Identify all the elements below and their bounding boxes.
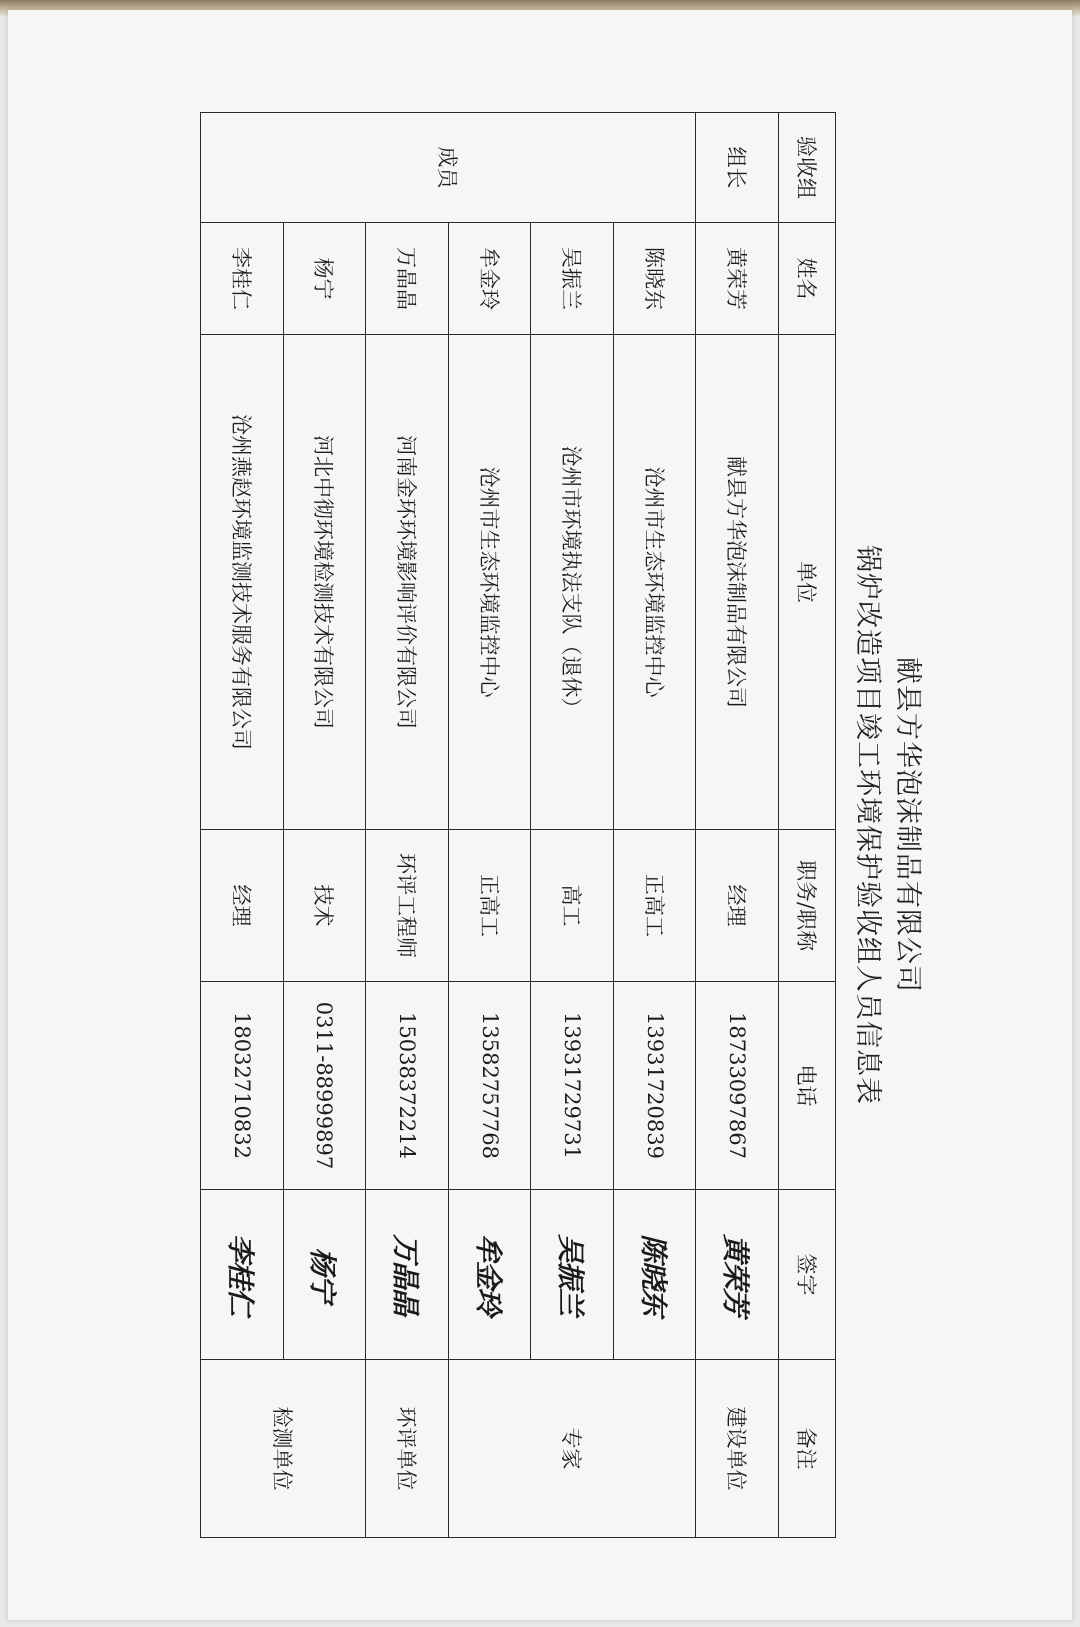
group-member-cell: 成员 bbox=[201, 113, 696, 223]
table-row bbox=[283, 113, 366, 1538]
unit-cell: 河南金环环境影响评价有限公司 bbox=[366, 335, 449, 830]
phone-cell: 18032710832 bbox=[201, 982, 284, 1190]
paper-sheet bbox=[8, 10, 1072, 1620]
phone-cell: 13931720839 bbox=[613, 982, 696, 1190]
unit-cell: 河北中彻环境检测技术有限公司 bbox=[283, 335, 366, 830]
table-header-row bbox=[779, 113, 836, 1538]
title-cell: 经理 bbox=[201, 830, 284, 982]
table-row bbox=[696, 113, 779, 1538]
company-title: 献县方华泡沫制品有限公司 bbox=[892, 657, 923, 993]
header-group: 验收组 bbox=[779, 113, 836, 223]
unit-cell: 献县方华泡沫制品有限公司 bbox=[696, 335, 779, 830]
table-row bbox=[613, 113, 696, 1538]
title-cell: 环评工程师 bbox=[366, 830, 449, 982]
note-cell: 检测单位 bbox=[201, 1360, 366, 1538]
note-cell: 环评单位 bbox=[366, 1360, 449, 1538]
header-note: 备注 bbox=[779, 1360, 836, 1538]
header-name: 姓名 bbox=[779, 223, 836, 335]
header-phone: 电话 bbox=[779, 982, 836, 1190]
table-row bbox=[531, 113, 614, 1538]
signature-cell: 牟金玲 bbox=[448, 1190, 531, 1360]
name-cell: 牟金玲 bbox=[448, 223, 531, 335]
title-cell: 正高工 bbox=[448, 830, 531, 982]
header-signature: 签字 bbox=[779, 1190, 836, 1360]
phone-cell: 13582757768 bbox=[448, 982, 531, 1190]
signature-cell: 万晶晶 bbox=[366, 1190, 449, 1360]
unit-cell: 沧州市生态环境监控中心 bbox=[613, 335, 696, 830]
acceptance-team-table bbox=[200, 112, 836, 1538]
signature-cell: 黄荣芳 bbox=[696, 1190, 779, 1360]
rotated-document bbox=[178, 100, 938, 1550]
signature-cell: 吴振兰 bbox=[531, 1190, 614, 1360]
title-cell: 高工 bbox=[531, 830, 614, 982]
note-cell: 建设单位 bbox=[696, 1360, 779, 1538]
title-cell: 经理 bbox=[696, 830, 779, 982]
note-cell: 专家 bbox=[448, 1360, 696, 1538]
title-cell: 正高工 bbox=[613, 830, 696, 982]
table-row bbox=[366, 113, 449, 1538]
group-leader-cell: 组长 bbox=[696, 113, 779, 223]
phone-cell: 13931729731 bbox=[531, 982, 614, 1190]
table-row bbox=[201, 113, 284, 1538]
table-row bbox=[448, 113, 531, 1538]
signature-cell: 李桂仁 bbox=[201, 1190, 284, 1360]
name-cell: 杨宁 bbox=[283, 223, 366, 335]
signature-cell: 陈晓东 bbox=[613, 1190, 696, 1360]
document-subtitle: 锅炉改造项目竣工环境保护验收组人员信息表 bbox=[852, 545, 883, 1105]
phone-cell: 15038372214 bbox=[366, 982, 449, 1190]
unit-cell: 沧州市生态环境监控中心 bbox=[448, 335, 531, 830]
name-cell: 陈晓东 bbox=[613, 223, 696, 335]
name-cell: 万晶晶 bbox=[366, 223, 449, 335]
header-unit: 单位 bbox=[779, 335, 836, 830]
phone-cell: 0311-88999897 bbox=[283, 982, 366, 1190]
unit-cell: 沧州市环境执法支队（退休） bbox=[531, 335, 614, 830]
name-cell: 李桂仁 bbox=[201, 223, 284, 335]
phone-cell: 18733097867 bbox=[696, 982, 779, 1190]
name-cell: 黄荣芳 bbox=[696, 223, 779, 335]
signature-cell: 杨宁 bbox=[283, 1190, 366, 1360]
header-title: 职务/职称 bbox=[779, 830, 836, 982]
name-cell: 吴振兰 bbox=[531, 223, 614, 335]
title-cell: 技术 bbox=[283, 830, 366, 982]
unit-cell: 沧州燕赵环境监测技术服务有限公司 bbox=[201, 335, 284, 830]
